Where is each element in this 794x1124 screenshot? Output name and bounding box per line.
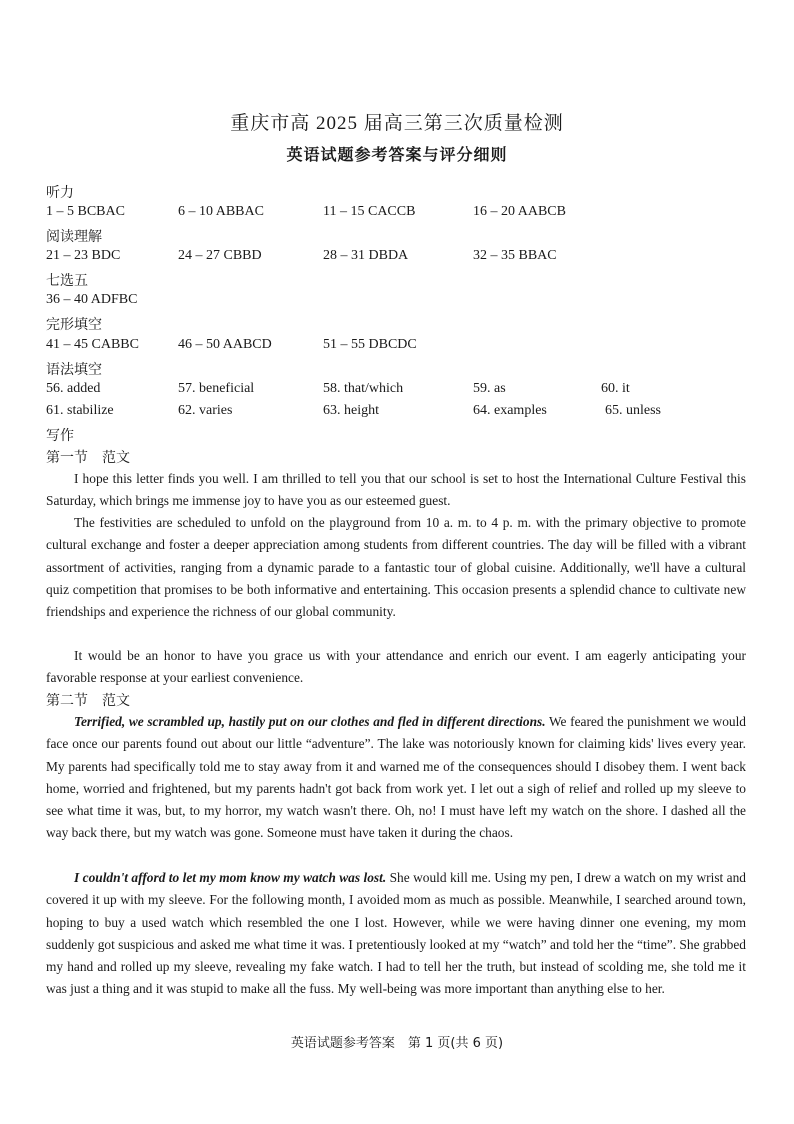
listening-heading: 听力 [46,185,74,201]
writing-heading: 写作 [46,428,74,444]
section1-paragraph: It would be an honor to have you grace us with your attendance and enrich our event. I am eagerly anticipating your favorable response at your earliest convenience. [46,648,746,686]
listening-answer: 11 – 15 CACCB [323,204,416,219]
grammar-answer: 58. that/which [323,381,404,396]
grammar-heading: 语法填空 [46,362,102,378]
seven-choose-five-answer: 36 – 40 ADFBC [46,292,138,307]
section2-paragraph [46,711,746,845]
grammar-answer: 56. added [46,381,101,396]
section2-paragraph-body: We feared the punishment we would face once our parents found out about our little “adventure”. The lake was notoriously known for claiming kids' lives every year. My parents had specifically told me to stay away from it and warned me of the consequences should I disobey them. I went back home, worried and frightened, but my parents hadn't got back from work yet. I let out a sigh of relief and rolled up my sleeve to see what time it was, but, to my horror, my watch wasn't there. Oh, no! I must have left my watch on the shore. I dashed all the way back there, but my watch was gone. Someone must have taken it during the chaos. [46,714,747,841]
grammar-answer: 57. beneficial [178,381,255,396]
seven-choose-five-heading: 七选五 [46,273,88,289]
writing-section1-heading: 第一节 范文 [46,450,130,466]
grammar-answer: 64. examples [473,403,547,418]
cloze-answer: 46 – 50 AABCD [178,337,272,352]
cloze-answer: 41 – 45 CABBC [46,337,139,352]
section2-paragraph-body: She would kill me. Using my pen, I drew a watch on my wrist and covered it up with my sleeve. For the following month, I avoided mom as much as possible. Meanwhile, I searched around town, hoping to buy a used watch which resembled the one I lost. However, while we were having dinner one evening, my mom suddenly got suspicious and asked me what time it was. I pretentiously looked at my “watch” and told her the “time”. She grabbed my hand and rolled up my sleeve, revealing my fake watch. I had to tell her the truth, but instead of scolding me, she told me it was just a thing and it was stupid to make all the fuss. My well-being was more important than anything else to her. [46,870,746,997]
section2-paragraph-lead: Terrified, we scrambled up, hastily put on our clothes and fled in different directions. [74,714,546,729]
document-title: 重庆市高 2025 届高三第三次质量检测 [230,113,564,134]
section2-paragraph-lead: I couldn't afford to let my mom know my watch was lost. [74,870,387,885]
section1-paragraph: I hope this letter finds you well. I am thrilled to tell you that our school is set to host the International Culture Festival this Saturday, which brings me immense joy to have you as our esteemed guest. [46,471,746,509]
grammar-answer: 60. it [601,381,630,396]
document-subtitle: 英语试题参考答案与评分细则 [286,145,508,164]
section1-paragraph: The festivities are scheduled to unfold on the playground from 10 a. m. to 4 p. m. with the primary objective to promote cultural exchange and foster a deeper appreciation among students from different countries. The day will be filled with a vibrant assortment of activities, ranging from a dynamic parade to a fantastic tour of global cuisine. Additionally, we'll have a cultural quiz competition that promises to be both informative and entertaining. This occasion presents a splendid chance to cultivate new friendships and experience the richness of our global community. [46,515,746,620]
reading-answer: 32 – 35 BBAC [473,248,557,263]
section2-paragraph [46,867,746,1001]
reading-answer: 21 – 23 BDC [46,248,121,263]
writing-section2-heading: 第二节 范文 [46,693,130,709]
listening-answer: 1 – 5 BCBAC [46,204,125,219]
cloze-answer: 51 – 55 DBCDC [323,337,417,352]
grammar-answer: 62. varies [178,403,233,418]
reading-answer: 28 – 31 DBDA [323,248,409,263]
grammar-answer: 63. height [323,403,379,418]
listening-answer: 6 – 10 ABBAC [178,204,264,219]
page-footer: 英语试题参考答案 第 1 页(共 6 页) [290,1036,504,1051]
grammar-answer: 59. as [473,381,506,396]
grammar-answer: 65. unless [605,403,661,418]
reading-answer: 24 – 27 CBBD [178,248,262,263]
listening-answer: 16 – 20 AABCB [473,204,566,219]
grammar-answer: 61. stabilize [46,403,114,418]
reading-heading: 阅读理解 [46,229,102,245]
cloze-heading: 完形填空 [46,317,102,333]
